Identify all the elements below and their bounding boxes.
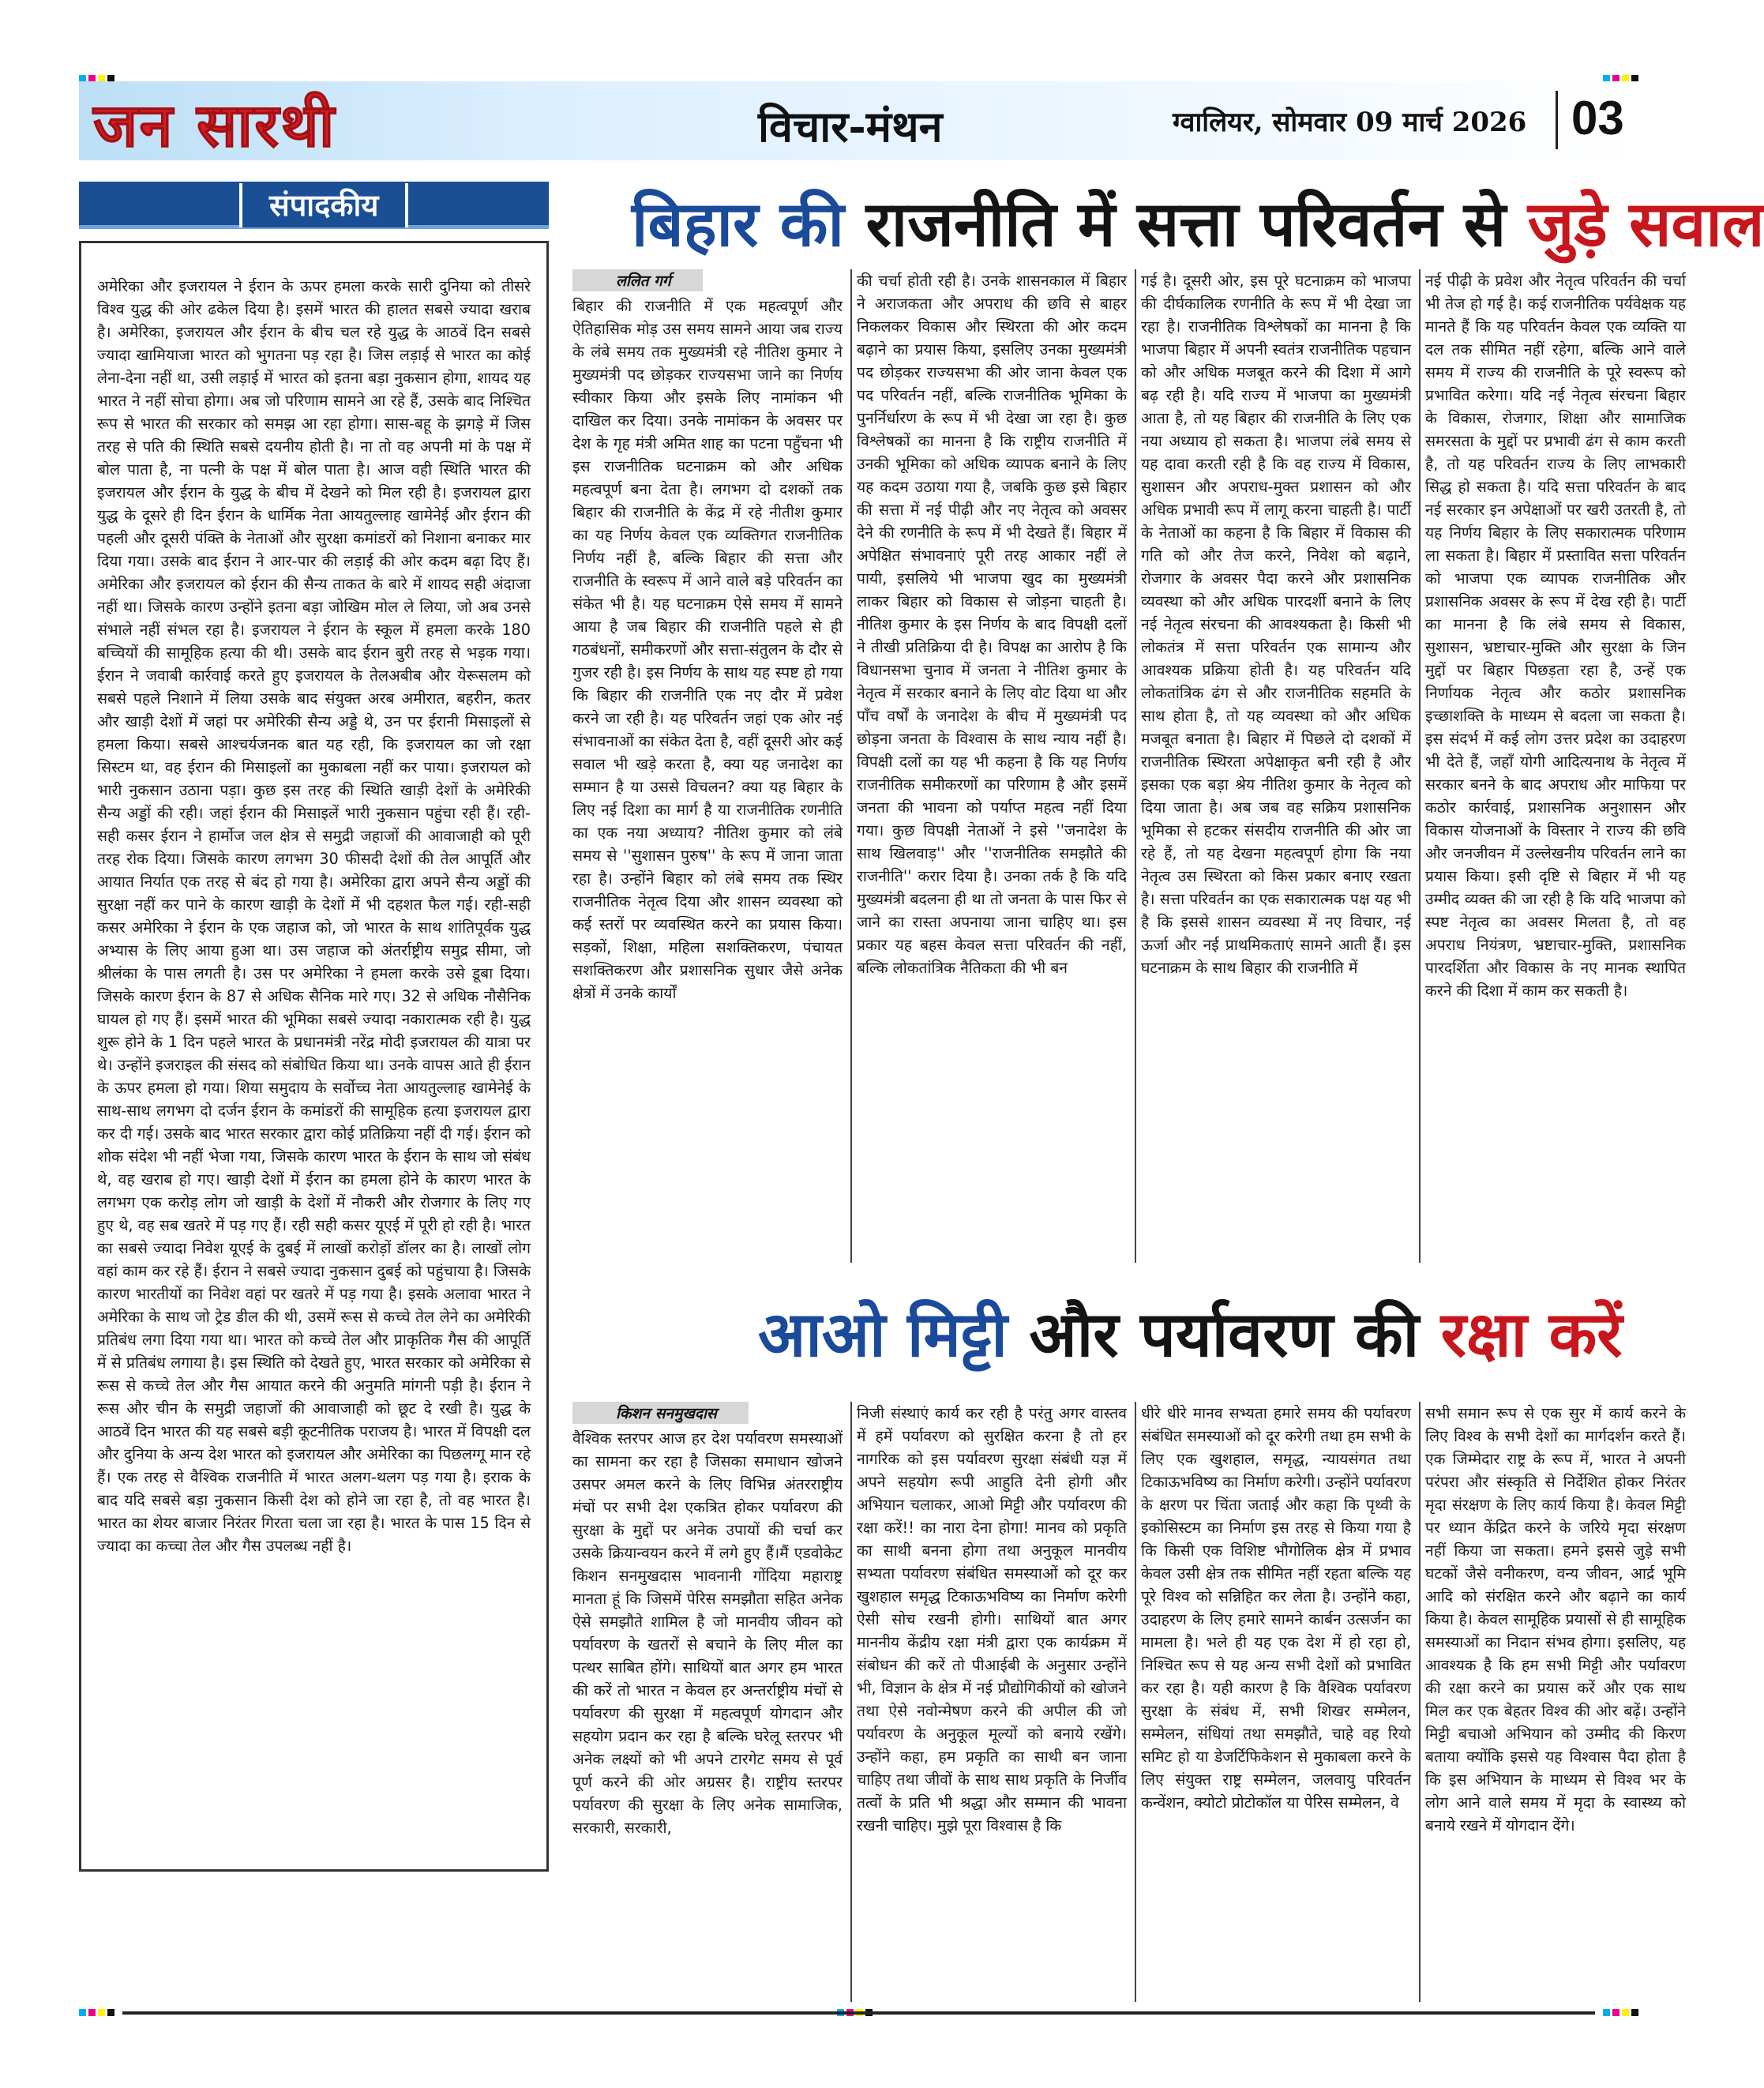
footer-rule <box>122 2011 1595 2015</box>
article2-column-3 <box>1141 1402 1411 2002</box>
column-rule <box>850 1402 852 2002</box>
newspaper-logo: जन सारथी <box>93 90 336 160</box>
column-rule <box>1135 269 1136 1263</box>
article2-column-2 <box>857 1402 1127 2002</box>
editorial-text: अमेरिका और इजरायल ने ईरान के ऊपर हमला करके सारी दुनिया को तीसरे विश्व युद्ध की ओर ढकेल दिया है। इसमें भारत की हालत सबसे ज्यादा खराब है। अमेरिका, इजरायल और ईरान के बीच चल रहे युद्ध के आठवें दिन सबसे ज्यादा खामियाजा भारत को भुगतना पड़ रहा है। जिस लड़ाई से भारत का कोई लेना-देना नहीं था, उसी लड़ाई में भारत को इतना बड़ा नुकसान होगा, शायद यह भारत ने नहीं सोचा होगा। अब जो परिणाम सामने आ रहे हैं, उसके बाद निश्चित रूप से भारत की सरकार को समझ आ रहा होगा। सास-बहू के झगड़े में जिस तरह से पति की स्थिति सबसे दयनीय होती है। ना तो वह अपनी मां के पक्ष में बोल पाता है, ना पत्नी के पक्ष में बोल पाता है। आज वही स्थिति भारत की इजरायल और ईरान के युद्ध के बीच में देखने को मिल रही है। इजरायल द्वारा युद्ध के दूसरे ही दिन ईरान के धार्मिक नेता आयतुल्लाह खामेनेई और ईरान की पहली और दूसरी पंक्ति के नेताओं और सुरक्षा कमांडरों को निशाना बनाकर मार दिया गया। उसके बाद ईरान ने आर-पार की लड़ाई की ओर कदम बढ़ा दिए हैं। अमेरिका और इजरायल को ईरान की सैन्य ताकत के बारे में शायद सही अंदाजा नहीं था। जिसके कारण उन्होंने इतना बड़ा जोखिम मोल ले लिया, जो अब उनसे संभाले नहीं संभल रहा है। इजरायल ने ईरान के स्कूल में हमला करके 180 बच्चियों की सामूहिक हत्या की थी। उसके बाद ईरान बुरी तरह से भड़क गया। ईरान ने जवाबी कार्रवाई करते हुए इजरायल के तेलअबीब और येरूसलम को सबसे पहले निशाने में लिया उसके बाद संयुक्त अरब अमीरात, बहरीन, कतर और खाड़ी देशों में जहां पर अमेरिकी सैन्य अड्डे थे, उन पर ईरानी मिसाइलों से हमला किया। सबसे आश्चर्यजनक बात यह रही, कि इजरायल का जो रक्षा सिस्टम था, वह ईरान की मिसाइलों का मुकाबला नहीं कर पाया। इजरायल को भारी नुकसान उठाना पड़ा। कुछ इस तरह की स्थिति खाड़ी देशों के अमेरिकी सैन्य अड्डों की रही। जहां ईरान की मिसाइलें भारी नुकसान पहुंचा रही हैं। रही-सही कसर ईरान ने हार्मोज जल क्षेत्र से समुद्री जहाजों की आवाजाही को पूरी तरह रोक दिया। जिसके कारण लगभग 30 फीसदी देशों की तेल आपूर्ति और आयात निर्यात एक तरह से बंद हो गया है। अमेरिका द्वारा अपने सैन्य अड्डों की सुरक्षा नहीं कर पाने के कारण खाड़ी के देशों में भी दहशत फैल गई। रही-सही कसर अमेरिका ने ईरान के एक जहाज को, जो भारत के साथ शांतिपूर्वक युद्ध अभ्यास के लिए आया हुआ था। उस जहाज को अंतर्राष्ट्रीय समुद्र सीमा, जो श्रीलंका के पास लगती है। उस पर अमेरिका ने हमला करके उसे डूबा दिया। जिसके कारण ईरान के 87 से अधिक सैनिक मारे गए। 32 से अधिक नौसैनिक घायल हो गए हैं। इसमें भारत की भूमिका सबसे ज्यादा नकारात्मक रही है। युद्ध शुरू होने के 1 दिन पहले भारत के प्रधानमंत्री नरेंद्र मोदी इजरायल की यात्रा पर थे। उन्होंने इजराइल की संसद को संबोधित किया था। उनके वापस आते ही ईरान के ऊपर हमला हो गया। शिया समुदाय के सर्वोच्च नेता आयतुल्लाह खामेनेई के साथ-साथ लगभग दो दर्जन ईरान के कमांडरों की सामूहिक हत्या इजरायल द्वारा कर दी गई। उसके बाद भारत सरकार द्वारा कोई प्रतिक्रिया नहीं दी गई। ईरान को शोक संदेश भी नहीं भेजा गया, जिसके कारण भारत के ईरान के साथ जो संबंध थे, वह खराब हो गए। खाड़ी देशों में ईरान का हमला होने के कारण भारत के लगभग एक करोड़ लोग जो खाड़ी के देशों में नौकरी और रोजगार के लिए गए हुए थे, वह सब खतरे में पड़ गए हैं। रही सही कसर यूएई में पूरी हो रही है। भारत का सबसे ज्यादा निवेश यूएई के दुबई में लाखों करोड़ों डॉलर का है। लाखों लोग वहां काम कर रहे हैं। ईरान ने सबसे ज्यादा नुकसान दुबई को पहुंचाया है। जिसके कारण भारतीयों का निवेश वहां पर खतरे में पड़ गया है। इसके अलावा भारत ने अमेरिका के साथ जो ट्रेड डील की थी, उसमें रूस से कच्चे तेल लेने का अमेरिकी प्रतिबंध लगा दिया गया था। भारत को कच्चे तेल और प्राकृतिक गैस की आपूर्ति में से प्रतिबंध लगाया है। इस स्थिति को देखते हुए, भारत सरकार को अमेरिका से रूस से कच्चे तेल और गैस आयात करने की अनुमति मांगनी पड़ी है। ईरान ने रूस और चीन के समुद्री जहाजों की आवाजाही को छूट दे रखी है। युद्ध के आठवें दिन भारत की यह सबसे बड़ी कूटनीतिक पराजय है। भारत में विपक्षी दल और दुनिया के अन्य देश भारत को इजरायल और अमेरिका का पिछलग्गू मान रहे हैं। एक तरह से वैश्विक राजनीति में भारत अलग-थलग पड़ गया है। इराक के बाद यदि सबसे बड़ा नुकसान किसी देश को होने जा रहा है, तो वह भारत है। भारत का शेयर बाजार निरंतर गिरता चला जा रहा है। भारत के पास 15 दिन से ज्यादा का कच्चा तेल और गैस उपलब्ध नहीं है। <box>97 277 531 1555</box>
editorial-tab-label: संपादकीय <box>239 183 408 227</box>
article1-column-1 <box>572 269 843 1263</box>
article2-byline: किशन सनमुखदास <box>572 1402 749 1424</box>
column-rule <box>1419 269 1421 1263</box>
article2-headline-part1: आओ मिट्टी <box>758 1298 1008 1371</box>
article1-headline-part3: जुड़े सवाल <box>1527 188 1764 261</box>
article2-column-4-text: सभी समान रूप से एक सुर में कार्य करने के लिए विश्व के सभी देशों का मार्गदर्शन करते हैं। एक जिम्मेदार राष्ट्र के रूप में, भारत ने अपनी परंपरा और संस्कृति से निर्देशित होकर निरंतर मृदा संरक्षण के लिए कार्य किया है। केवल मिट्टी पर ध्यान केंद्रित करने के जरिये मृदा संरक्षण नहीं किया जा सकता। हमने इससे जुड़े सभी घटकों जैसे वनीकरण, वन्य जीवन, आर्द्र भूमि आदि को संरक्षित करने और बढ़ाने का कार्य किया है। केवल सामूहिक प्रयासों से ही सामूहिक समस्याओं का निदान संभव होगा। इसलिए, यह आवश्यक है कि हम सभी मिट्टी और पर्यावरण की रक्षा करने का प्रयास करें और एक साथ मिल कर एक बेहतर विश्व की ओर बढ़ें। उन्होंने मिट्टी बचाओ अभियान को उम्मीद की किरण बताया क्योंकि इससे यह विश्वास पैदा होता है कि इस अभियान के माध्यम से विश्व भर के लोग आने वाले समय में मृदा के स्वास्थ्य को बनाये रखने में योगदान देंगे। <box>1425 1404 1686 1835</box>
article2-headline <box>758 1295 1623 1374</box>
editorial-box <box>79 241 549 1872</box>
editorial-tab <box>79 182 549 229</box>
article2-column-1-text: वैश्विक स्तरपर आज हर देश पर्यावरण समस्याओं का सामना कर रहा है जिसका समाधान खोजने उसपर अमल करने के लिए विभिन्न अंतरराष्ट्रीय मंचों पर सभी देश एकत्रित होकर पर्यावरण की सुरक्षा के मुद्दों पर अनेक उपायों की चर्चा कर उसके क्रियान्वयन करने में लगे हुए हैं।मैं एडवोकेट किशन सनमुखदास भावनानी गोंदिया महाराष्ट्र मानता हूं कि जिसमें पेरिस समझौता सहित अनेक ऐसे समझौते शामिल है जो मानवीय जीवन को पर्यावरण के खतरों से बचाने के लिए मील का पत्थर साबित होंगे। साथियों बात अगर हम भारत की करें तो भारत न केवल हर अन्तर्राष्ट्रीय मंचों से पर्यावरण की सुरक्षा में महत्वपूर्ण योगदान और सहयोग प्रदान कर रहा है बल्कि घरेलू स्तरपर भी अनेक लक्ष्यों को भी अपने टारगेट समय से पूर्व पूर्ण करने की ओर अग्रसर है। राष्ट्रीय स्तरपर पर्यावरण की सुरक्षा के लिए अनेक सामाजिक, सरकारी, सरकारी, <box>572 1429 843 1837</box>
article1-column-3-text: गई है। दूसरी ओर, इस पूरे घटनाक्रम को भाजपा की दीर्घकालिक रणनीति के रूप में भी देखा जा रहा है। राजनीतिक विश्लेषकों का मानना है कि भाजपा बिहार में अपनी स्वतंत्र राजनीतिक पहचान को और अधिक मजबूत करने की दिशा में आगे बढ़ रही है। यदि राज्य में भाजपा का मुख्यमंत्री आता है, तो यह बिहार की राजनीति के लिए एक नया अध्याय हो सकता है। भाजपा लंबे समय से यह दावा करती रही है कि वह राज्य में विकास, सुशासन और अपराध-मुक्त प्रशासन को और अधिक प्रभावी रूप में लागू करना चाहती है। पार्टी के नेताओं का कहना है कि बिहार में विकास की गति को और तेज करने, निवेश को बढ़ाने, रोजगार के अवसर पैदा करने और प्रशासनिक व्यवस्था को और अधिक पारदर्शी बनाने के लिए नई नेतृत्व संरचना की आवश्यकता है। किसी भी लोकतंत्र में सत्ता परिवर्तन एक सामान्य और आवश्यक प्रक्रिया होती है। यह परिवर्तन यदि लोकतांत्रिक ढंग से और राजनीतिक सहमति के साथ होता है, तो यह व्यवस्था को और अधिक मजबूत बनाता है। बिहार में पिछले दो दशकों में राजनीतिक स्थिरता अपेक्षाकृत बनी रही है और इसका एक बड़ा श्रेय नीतिश कुमार के नेतृत्व को दिया जाता है। अब जब वह सक्रिय प्रशासनिक भूमिका से हटकर संसदीय राजनीति की ओर जा रहे हैं, तो यह देखना महत्वपूर्ण होगा कि नया नेतृत्व उस स्थिरता को किस प्रकार बनाए रखता है। सत्ता परिवर्तन का एक सकारात्मक पक्ष यह भी है कि इससे शासन व्यवस्था में नए विचार, नई ऊर्जा और नई प्राथमिकताएं सामने आती हैं। इस घटनाक्रम के साथ बिहार की राजनीति में <box>1141 272 1411 977</box>
column-rule <box>1419 1402 1421 2002</box>
dateline: ग्वालियर, सोमवार 09 मार्च 2026 <box>1173 107 1527 138</box>
article1-column-1-text: बिहार की राजनीति में एक महत्वपूर्ण और ऐतिहासिक मोड़ उस समय सामने आया जब राज्य के लंबे समय तक मुख्यमंत्री रहे नीतिश कुमार ने मुख्यमंत्री पद छोड़कर राज्यसभा जाने का निर्णय स्वीकार किया और इसके लिए नामांकन भी दाखिल कर दिया। उनके नामांकन के अवसर पर देश के गृह मंत्री अमित शाह का पटना पहुँचना भी इस राजनीतिक घटनाक्रम को और अधिक महत्वपूर्ण बना देता है। लगभग दो दशकों तक बिहार की राजनीति के केंद्र में रहे नीतीश कुमार का यह निर्णय केवल एक व्यक्तिगत राजनीतिक निर्णय नहीं है, बल्कि बिहार की सत्ता और राजनीति के स्वरूप में आने वाले बड़े परिवर्तन का संकेत भी है। यह घटनाक्रम ऐसे समय में सामने आया है जब बिहार की राजनीति पहले से ही गठबंधनों, समीकरणों और सत्ता-संतुलन के दौर से गुजर रही है। इस निर्णय के साथ यह स्पष्ट हो गया कि बिहार की राजनीति एक नए दौर में प्रवेश करने जा रही है। यह परिवर्तन जहां एक ओर नई संभावनाओं का संकेत देता है, वहीं दूसरी ओर कई सवाल भी खड़े करता है, क्या यह जनादेश का सम्मान है या उससे विचलन? क्या यह बिहार के लिए नई दिशा का मार्ग है या राजनीतिक रणनीति का एक नया अध्याय? नीतिश कुमार को लंबे समय से ''सुशासन पुरुष'' के रूप में जाना जाता रहा है। उन्होंने बिहार को लंबे समय तक स्थिर राजनीतिक नेतृत्व दिया और शासन व्यवस्था को कई स्तरों पर व्यवस्थित करने का प्रयास किया। सड़कों, शिक्षा, महिला सशक्तिकरण, पंचायत सशक्तिकरण और प्रशासनिक सुधार जैसे अनेक क्षेत्रों में उनके कार्यों <box>572 297 843 1002</box>
article2-headline-part2: और पर्यावरण की <box>1029 1298 1420 1371</box>
article1-column-2 <box>857 269 1127 1263</box>
header-divider <box>1556 91 1558 149</box>
article2-column-2-text: निजी संस्थाएं कार्य कर रही है परंतु अगर वास्तव में हमें पर्यावरण को सुरक्षित करना है तो हर नागरिक को इस पर्यावरण सुरक्षा संबंधी यज्ञ में अपने सहयोग रूपी आहुति देनी होगी और अभियान चलाकर, आओ मिट्टी और पर्यावरण की रक्षा करें!! का नारा देना होगा! मानव को प्रकृति का साथी बनना होगा तथा अनुकूल मानवीय सभ्यता पर्यावरण संबंधित समस्याओं को दूर कर खुशहाल समृद्ध टिकाऊभविष्य का निर्माण करेगी ऐसी सोच रखनी होगी। साथियों बात अगर माननीय केंद्रीय रक्षा मंत्री द्वारा एक कार्यक्रम में संबोधन की करें तो पीआईबी के अनुसार उन्होंने भी, विज्ञान के क्षेत्र में नई प्रौद्योगिकीयों को खोजने तथा ऐसे नवोन्मेषण करने की अपील की जो पर्यावरण के अनुकूल मूल्यों को बनाये रखेंगे। उन्होंने कहा, हम प्रकृति का साथी बन जाना चाहिए तथा जीवों के साथ साथ प्रकृति के निर्जीव तत्वों के प्रति भी श्रद्धा और सम्मान की भावना रखनी चाहिए। मुझे पूरा विश्वास है कि <box>857 1404 1127 1835</box>
column-rule <box>1135 1402 1136 2002</box>
article2-headline-part3: रक्षा करें <box>1440 1298 1623 1371</box>
article1-byline: ललित गर्ग <box>572 269 703 291</box>
article2-column-3-text: धीरे धीरे मानव सभ्यता हमारे समय की पर्यावरण संबंधित समस्याओं को दूर करेगी तथा हम सभी के लिए एक खुशहाल, समृद्ध, न्यायसंगत तथा टिकाऊभविष्य का निर्माण करेगी। उन्होंने पर्यावरण के क्षरण पर चिंता जताई और कहा कि पृथ्वी के इकोसिस्टम का निर्माण इस तरह से किया गया है कि किसी एक विशिष्ट भौगोलिक क्षेत्र में प्रभाव केवल उसी क्षेत्र तक सीमित नहीं रहता बल्कि यह पूरे विश्व को सन्निहित कर लेता है। उन्होंने कहा, उदाहरण के लिए हमारे सामने कार्बन उत्सर्जन का मामला है। भले ही यह एक देश में हो रहा हो, निश्चित रूप से यह अन्य सभी देशों को प्रभावित कर रहा है। यही कारण है कि वैश्विक पर्यावरण सुरक्षा के संबंध में, सभी शिखर सम्मेलन, सम्मेलन, संधियां तथा समझौते, चाहे वह रियो समिट हो या डेजर्टिफिकेशन से मुकाबला करने के लिए संयुक्त राष्ट्र सम्मेलन, जलवायु परिवर्तन कन्वेंशन, क्योटो प्रोटोकॉल या पेरिस सम्मेलन, वे <box>1141 1404 1411 1812</box>
page-number: 03 <box>1571 92 1624 145</box>
article1-column-4-text: नई पीढ़ी के प्रवेश और नेतृत्व परिवर्तन की चर्चा भी तेज हो गई है। कई राजनीतिक पर्यवेक्षक यह मानते हैं कि यह परिवर्तन केवल एक व्यक्ति या दल तक सीमित नहीं रहेगा, बल्कि आने वाले समय में राज्य की राजनीति के पूरे स्वरूप को प्रभावित करेगा। यदि नई नेतृत्व संरचना बिहार के विकास, रोजगार, शिक्षा और सामाजिक समरसता के मुद्दों पर प्रभावी ढंग से काम करती है, तो यह परिवर्तन राज्य के लिए लाभकारी सिद्ध हो सकता है। यदि सत्ता परिवर्तन के बाद नई सरकार इन अपेक्षाओं पर खरी उतरती है, तो यह निर्णय बिहार के लिए सकारात्मक परिणाम ला सकता है। बिहार में प्रस्तावित सत्ता परिवर्तन को भाजपा एक व्यापक राजनीतिक और प्रशासनिक अवसर के रूप में देख रही है। पार्टी का मानना है कि लंबे समय से विकास, सुशासन, भ्रष्टाचार-मुक्ति और सुरक्षा के जिन मुद्दों पर बिहार पिछड़ता रहा है, उन्हें एक निर्णायक नेतृत्व और कठोर प्रशासनिक इच्छाशक्ति के माध्यम से बदला जा सकता है। इस संदर्भ में कई लोग उत्तर प्रदेश का उदाहरण भी देते हैं, जहाँ योगी आदित्यनाथ के नेतृत्व में सरकार बनने के बाद अपराध और माफिया पर कठोर कार्रवाई, प्रशासनिक अनुशासन और विकास योजनाओं के विस्तार ने राज्य की छवि और जनजीवन में उल्लेखनीय परिवर्तन लाने का प्रयास किया। इसी दृष्टि से बिहार में भी यह उम्मीद व्यक्त की जा रही है कि यदि भाजपा को स्पष्ट नेतृत्व का अवसर मिलता है, तो वह अपराध नियंत्रण, भ्रष्टाचार-मुक्ति, प्रशासनिक पारदर्शिता और विकास के नए मानक स्थापित करने की दिशा में काम कर सकती है। <box>1425 272 1686 1000</box>
registration-mark-bottom-right <box>1603 2009 1638 2016</box>
article1-column-4 <box>1425 269 1686 1263</box>
registration-mark-bottom-left <box>79 2009 114 2016</box>
article1-headline <box>632 185 1764 264</box>
article2-column-4 <box>1425 1402 1686 2002</box>
article1-column-3 <box>1141 269 1411 1263</box>
article1-headline-part1: बिहार की <box>632 188 844 261</box>
article1-headline-part2: राजनीति में सत्ता परिवर्तन से <box>865 188 1507 261</box>
masthead <box>79 81 1642 160</box>
article2-column-1 <box>572 1402 843 2002</box>
column-rule <box>850 269 852 1263</box>
article1-column-2-text: की चर्चा होती रही है। उनके शासनकाल में बिहार ने अराजकता और अपराध की छवि से बाहर निकलकर विकास और स्थिरता की ओर कदम बढ़ाने का प्रयास किया, इसलिए उनका मुख्यमंत्री पद छोड़कर राज्यसभा की ओर जाना केवल एक पद परिवर्तन नहीं, बल्कि राजनीतिक भूमिका के पुनर्निर्धारण के रूप में भी देखा जा रहा है। कुछ विश्लेषकों का मानना है कि राष्ट्रीय राजनीति में उनकी भूमिका को अधिक व्यापक बनाने के लिए यह कदम उठाया गया है, जबकि कुछ इसे बिहार की सत्ता में नई पीढ़ी और नए नेतृत्व को अवसर देने की रणनीति के रूप में भी देखते हैं। बिहार में अपेक्षित संभावनाएं पूरी तरह आकार नहीं ले पायी, इसलिये भी भाजपा खुद का मुख्यमंत्री लाकर बिहार को विकास से जोड़ना चाहती है। नीतिश कुमार के इस निर्णय के बाद विपक्षी दलों ने तीखी प्रतिक्रिया दी है। विपक्ष का आरोप है कि विधानसभा चुनाव में जनता ने नीतिश कुमार के नेतृत्व में सरकार बनाने के लिए वोट दिया था और पाँच वर्षों के जनादेश के बीच में मुख्यमंत्री पद छोड़ना जनता के विश्वास के साथ न्याय नहीं है। विपक्षी दलों का यह भी कहना है कि यह निर्णय राजनीतिक समीकरणों का परिणाम है और इसमें जनता की भावना को पर्याप्त महत्व नहीं दिया गया। कुछ विपक्षी नेताओं ने इसे ''जनादेश के साथ खिलवाड़'' और ''राजनीतिक समझौते की राजनीति'' करार दिया है। उनका तर्क है कि यदि मुख्यमंत्री बदलना ही था तो जनता के पास फिर से जाने का रास्ता अपनाया जाना चाहिए था। इस प्रकार यह बहस केवल सत्ता परिवर्तन की नहीं, बल्कि लोकतांत्रिक नैतिकता की भी बन <box>857 272 1127 977</box>
section-title: विचार-मंथन <box>758 101 943 152</box>
